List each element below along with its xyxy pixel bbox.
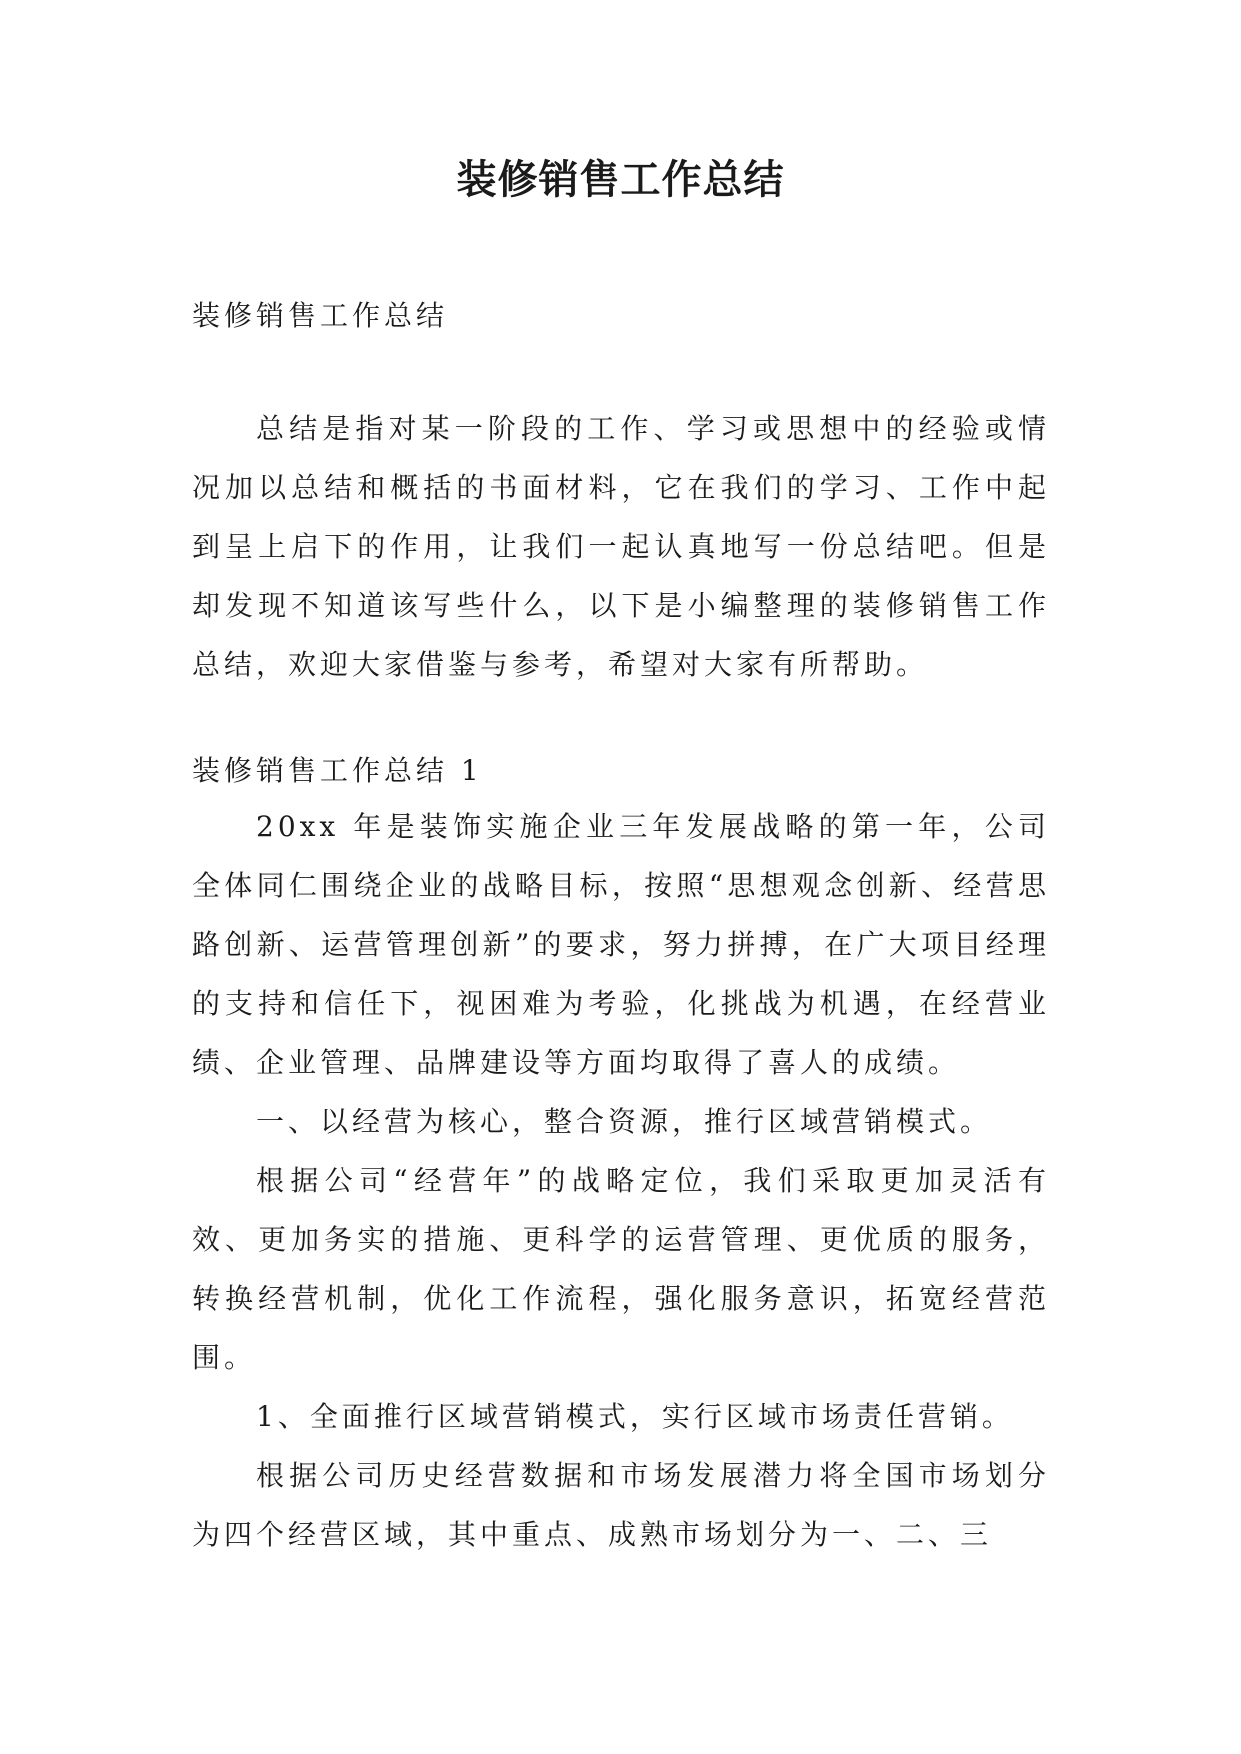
intro-paragraph: 总结是指对某一阶段的工作、学习或思想中的经验或情况加以总结和概括的书面材料，它在我们的学习、工作中起到呈上启下的作用，让我们一起认真地写一份总结吧。但是却发现不知道该写些什么，以下是小编整理的装修销售工作总结，欢迎大家借鉴与参考，希望对大家有所帮助。	[192, 412, 1050, 681]
section-heading: 装修销售工作总结 1	[192, 754, 483, 787]
body-paragraph: 一、以经营为核心，整合资源，推行区域营销模式。	[256, 1105, 993, 1138]
body-paragraph: 根据公司历史经营数据和市场发展潜力将全国市场划分为四个经营区域，其中重点、成熟市场划分为一、二、三	[192, 1459, 1050, 1551]
document-subtitle: 装修销售工作总结	[192, 299, 449, 332]
document-title: 装修销售工作总结	[456, 157, 785, 203]
body-paragraph: 20xx 年是装饰实施企业三年发展战略的第一年，公司全体同仁围绕企业的战略目标，按照“思想观念创新、经营思路创新、运营管理创新”的要求，努力拼搏，在广大项目经理的支持和信任下，视困难为考验，化挑战为机遇，在经营业绩、企业管理、品牌建设等方面均取得了喜人的成绩。	[192, 810, 1050, 1079]
body-paragraph: 根据公司“经营年”的战略定位，我们采取更加灵活有效、更加务实的措施、更科学的运营管理、更优质的服务，转换经营机制，优化工作流程，强化服务意识，拓宽经营范围。	[192, 1164, 1050, 1374]
body-paragraph: 1、全面推行区域营销模式，实行区域市场责任营销。	[256, 1400, 1014, 1433]
section-body	[192, 797, 1050, 1564]
